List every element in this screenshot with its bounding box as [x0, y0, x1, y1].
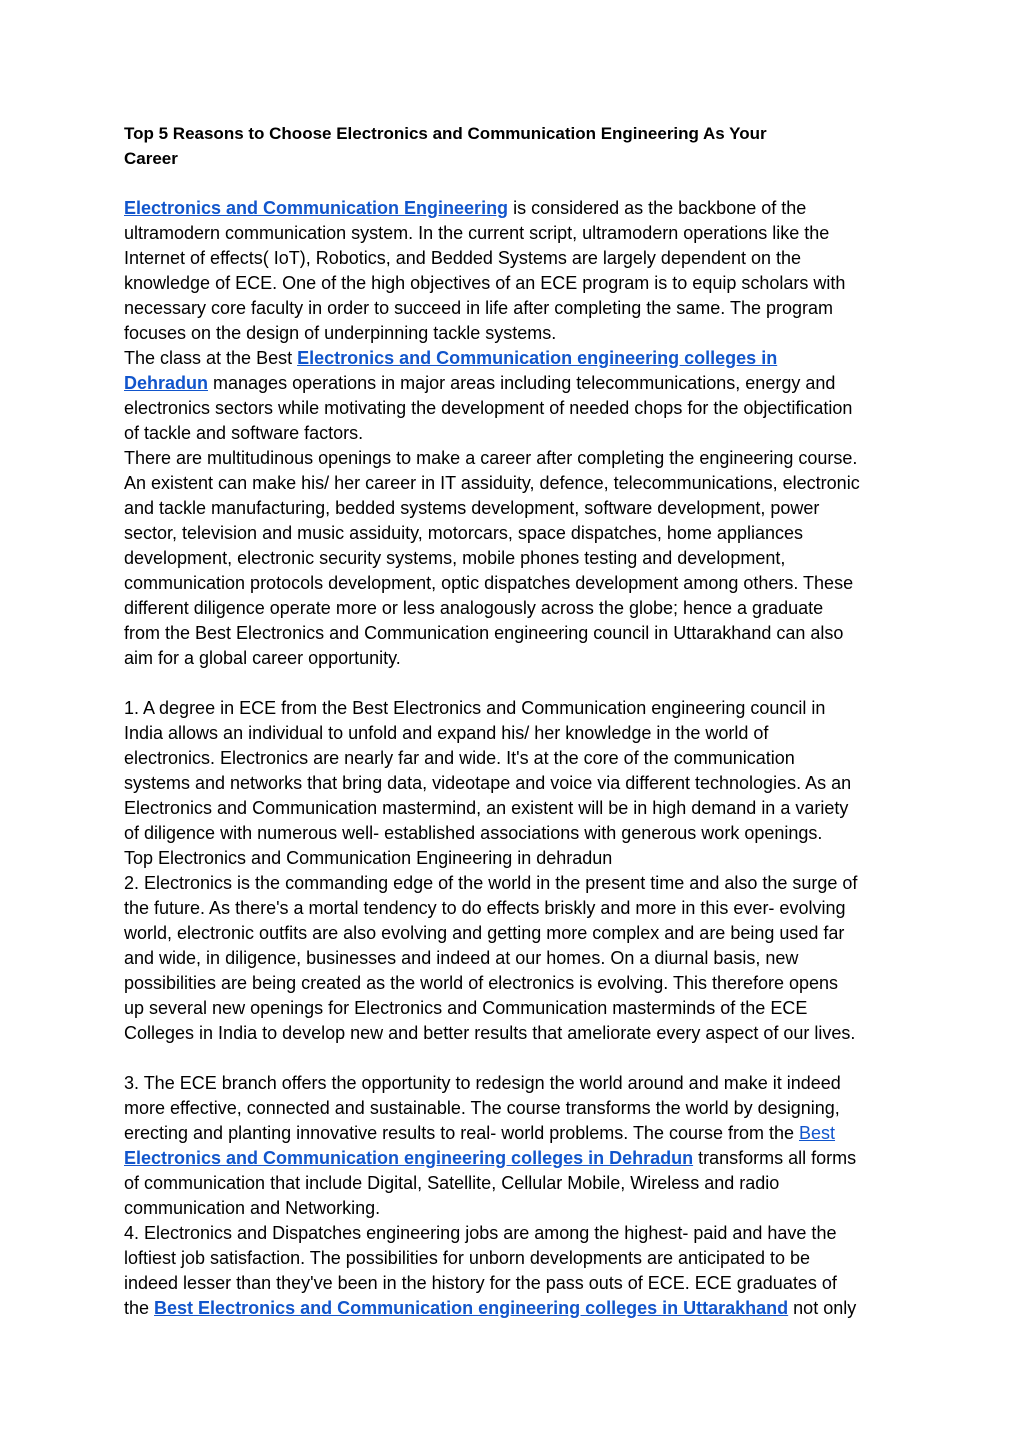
point-4-paragraph	[124, 1221, 914, 1321]
point-3-text-after: transforms all forms of communication that include Digital, Satellite, Cellular Mobile, Wireless and radio communication and Networking.	[124, 1148, 857, 1218]
openings-paragraph: There are multitudinous openings to make a career after completing the engineering course. An existent can make his/ her career in IT assiduity, defence, telecommunications, electronic and tackle manufacturing, bedded systems development, software development, power sector, television and music assiduity, motorcars, space dispatches, home appliances development, electronic security systems, mobile phones testing and development, communication protocols development, optic dispatches development among others. These different diligence operate more or less analogously across the globe; hence a graduate from the Best Electronics and Communication engineering council in Uttarakhand can also aim for a global career opportunity.	[124, 448, 860, 668]
point-3-text-before: 3. The ECE branch offers the opportunity to redesign the world around and make it indeed more effective, connected and sustainable. The course transforms the world by designing, erecting and planting innovative results to real- world problems. The course from the	[124, 1073, 841, 1143]
intro-paragraph	[124, 196, 914, 346]
point-1-paragraph: 1. A degree in ECE from the Best Electronics and Communication engineering council in India allows an individual to unfold and expand his/ her knowledge in the world of electronics. Electronics are nearly far and wide. It's at the core of the communication systems and networks that bring data, videotape and voice via different technologies. As an Electronics and Communication mastermind, an existent will be in high demand in a variety of diligence with numerous well- established associations with generous work openings. Top Electronics and Communication Engineering in dehradun	[124, 698, 852, 868]
document-title: Top 5 Reasons to Choose Electronics and Communication Engineering As Your Career	[124, 124, 767, 168]
intro-text: is considered as the backbone of the ultramodern communication system. In the current script, ultramodern operations like the Internet of effects( IoT), Robotics, and Bedded Systems are largely dependent on the knowledge of ECE. One of the high objectives of an ECE program is to equip scholars with necessary core faculty in order to succeed in life after completing the same. The program focuses on the design of underpinning tackle systems.	[124, 198, 846, 343]
ece-colleges-dehradun-link-2[interactable]: Electronics and Communication engineering colleges in Dehradun	[124, 1148, 694, 1168]
ece-colleges-dehradun-link[interactable]: Electronics and Communication engineering colleges in Dehradun	[124, 348, 778, 393]
class-text-before: The class at the Best	[124, 348, 298, 368]
point-2-paragraph: 2. Electronics is the commanding edge of the world in the present time and also the surge of the future. As there's a mortal tendency to do effects briskly and more in this ever- evolving world, electronic outfits are also evolving and getting more complex and are being used far and wide, in diligence, businesses and indeed at our homes. On a diurnal basis, new possibilities are being created as the world of electronics is evolving. This therefore opens up several new openings for Electronics and Communication masterminds of the ECE Colleges in India to develop new and better results that ameliorate every aspect of our lives.	[124, 873, 858, 1043]
point-4-text-after: not only	[788, 1298, 857, 1318]
paragraph-gap	[124, 1046, 914, 1071]
document-page	[124, 121, 914, 1321]
ece-link[interactable]: Electronics and Communication Engineering	[124, 198, 509, 218]
best-link[interactable]: Best	[799, 1123, 836, 1143]
ece-colleges-uttarakhand-link[interactable]: Best Electronics and Communication engineering colleges in Uttarakhand	[154, 1298, 789, 1318]
class-text-after: manages operations in major areas including telecommunications, energy and electronics sectors while motivating the development of needed chops for the objectification of tackle and software factors.	[124, 373, 853, 443]
class-paragraph	[124, 346, 914, 446]
paragraph-gap	[124, 671, 914, 696]
point-3-paragraph	[124, 1071, 914, 1221]
point-4-text-before: 4. Electronics and Dispatches engineering jobs are among the highest- paid and have the loftiest job satisfaction. The possibilities for unborn developments are anticipated to be indeed lesser than they've been in the history for the pass outs of ECE. ECE graduates of the	[124, 1223, 837, 1318]
